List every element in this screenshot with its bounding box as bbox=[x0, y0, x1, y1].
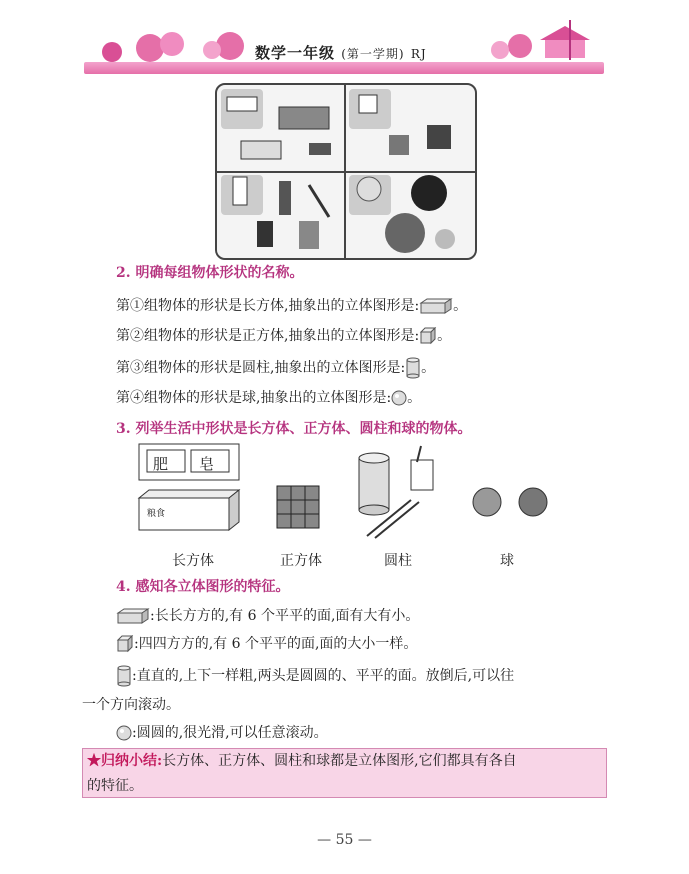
line-text: 第③组物体的形状是圆柱,抽象出的立体图形是: bbox=[116, 360, 406, 376]
section2-line-2 bbox=[116, 325, 451, 345]
line-end: 。 bbox=[407, 390, 422, 406]
line-text: :四四方方的,有 6 个平平的面,面的大小一样。 bbox=[134, 636, 418, 652]
section4-line-sphere bbox=[116, 722, 328, 742]
cuboid-icon bbox=[116, 608, 150, 624]
line-end: 。 bbox=[453, 298, 468, 314]
book-title: 数学一年级 bbox=[255, 44, 336, 62]
section2-line-4 bbox=[116, 387, 421, 407]
section3-heading: 3. 列举生活中形状是长方体、正方体、圆柱和球的物体。 bbox=[116, 421, 472, 437]
line-text: :圆圆的,很光滑,可以任意滚动。 bbox=[132, 725, 328, 741]
line-text: :长长方方的,有 6 个平平的面,面有大有小。 bbox=[150, 608, 420, 624]
section2-line-1 bbox=[116, 295, 467, 315]
line-end: 。 bbox=[437, 328, 452, 344]
section4-line-cuboid bbox=[116, 605, 419, 625]
section2-heading: 2. 明确每组物体形状的名称。 bbox=[116, 265, 304, 281]
section4-heading: 4. 感知各立体图形的特征。 bbox=[116, 579, 290, 595]
summary-text-2: 的特征。 bbox=[87, 778, 143, 794]
sphere-icon bbox=[391, 390, 407, 406]
line-text: 第④组物体的形状是球,抽象出的立体图形是: bbox=[116, 390, 392, 406]
objects-drawing bbox=[135, 440, 555, 550]
header-title bbox=[255, 42, 427, 63]
cylinder-icon bbox=[116, 665, 132, 687]
cylinder-icon bbox=[405, 357, 421, 379]
edition-label: RJ bbox=[410, 47, 427, 61]
label-cuboid: 长方体 bbox=[172, 553, 214, 569]
page-number: — 55 — bbox=[317, 832, 372, 848]
cube-icon bbox=[116, 635, 134, 653]
line-end: 。 bbox=[421, 360, 436, 376]
label-cube: 正方体 bbox=[280, 553, 322, 569]
soap-char-2: 皂 bbox=[199, 455, 215, 473]
summary-text-1: 长方体、正方体、圆柱和球都是立体图形,它们都具有各自 bbox=[162, 753, 517, 769]
label-cylinder: 圆柱 bbox=[384, 553, 412, 569]
page-header bbox=[0, 0, 689, 80]
header-band bbox=[84, 62, 604, 74]
section2-line-3 bbox=[116, 357, 435, 379]
line-text: 第②组物体的形状是正方体,抽象出的立体图形是: bbox=[116, 328, 420, 344]
label-sphere: 球 bbox=[500, 553, 514, 569]
line-text: 第①组物体的形状是长方体,抽象出的立体图形是: bbox=[116, 298, 420, 314]
summary-line-1 bbox=[87, 749, 602, 774]
object-photo-panel bbox=[215, 83, 477, 260]
line-text: :直直的,上下一样粗,两头是圆圆的、平平的面。放倒后,可以往 bbox=[132, 668, 515, 684]
cuboid-icon bbox=[419, 298, 453, 314]
section4-line-cylinder-cont: 一个方向滚动。 bbox=[82, 697, 180, 713]
term-label: (第一学期) bbox=[341, 47, 405, 61]
cube-icon bbox=[419, 327, 437, 345]
section4-line-cylinder bbox=[116, 665, 514, 687]
soap-char-1: 肥 bbox=[153, 455, 169, 473]
everyday-objects-illustration bbox=[135, 440, 555, 550]
grain-box-label: 粮食 bbox=[147, 509, 166, 519]
summary-label: ★归纳小结: bbox=[87, 753, 163, 769]
section4-line-cube bbox=[116, 633, 417, 653]
summary-box bbox=[82, 748, 607, 798]
object-groups-illustration bbox=[217, 85, 475, 258]
sphere-icon bbox=[116, 725, 132, 741]
